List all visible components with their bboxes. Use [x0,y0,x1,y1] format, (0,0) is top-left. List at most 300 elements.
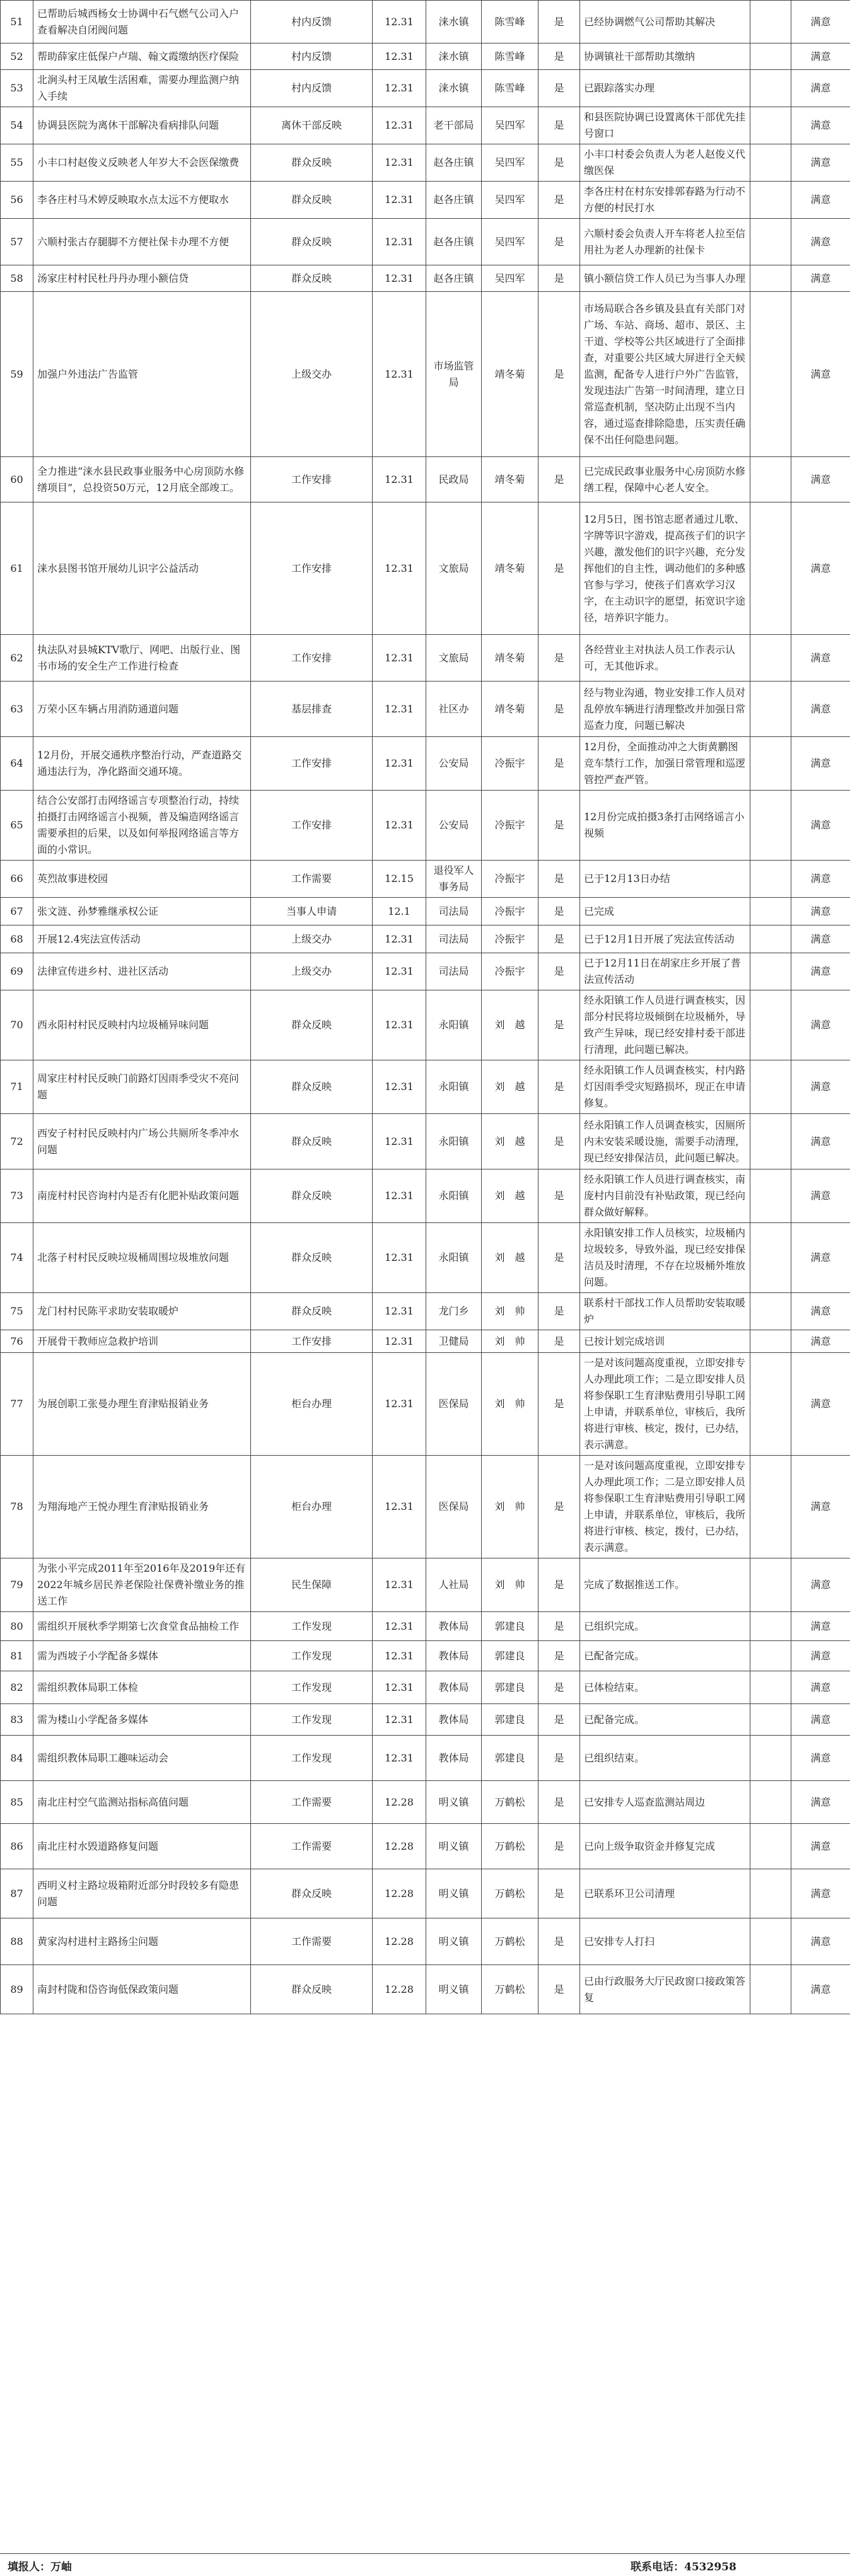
row-number: 73 [1,1169,33,1223]
evaluation: 满意 [791,1558,850,1612]
task-source: 工作需要 [251,861,373,898]
evaluation: 满意 [791,1704,850,1736]
task-date: 12.31 [373,70,426,107]
blank-cell [750,265,791,292]
task-content: 南北庄村空气监测站指标高值问题 [33,1781,251,1824]
evaluation: 满意 [791,737,850,791]
task-date: 12.31 [373,1612,426,1641]
row-number: 57 [1,219,33,265]
task-content: 为展创职工张曼办理生育津贴报销业务 [33,1353,251,1456]
responsible-person: 万鹤松 [482,1869,539,1918]
row-number: 84 [1,1736,33,1781]
evaluation: 满意 [791,925,850,953]
handling-result: 完成了数据推送工作。 [580,1558,750,1612]
handling-result: 经永阳镇工作人员进行调查核实，南庞村内目前没有补贴政策，现已经向群众做好解释。 [580,1169,750,1223]
task-date: 12.31 [373,1641,426,1671]
row-number: 58 [1,265,33,292]
table-row [1,1612,850,1641]
task-source: 工作需要 [251,1918,373,1965]
blank-cell [750,70,791,107]
task-source: 工作安排 [251,791,373,861]
table-row [1,502,850,635]
responsible-unit: 永阳镇 [426,1169,482,1223]
completed-flag: 是 [539,1869,580,1918]
responsible-unit: 卫健局 [426,1330,482,1353]
row-number: 63 [1,682,33,737]
completed-flag: 是 [539,1293,580,1330]
evaluation: 满意 [791,219,850,265]
task-source: 群众反映 [251,1223,373,1293]
table-row [1,1869,850,1918]
task-source: 工作发现 [251,1704,373,1736]
responsible-unit: 司法局 [426,953,482,990]
handling-result: 已于12月13日办结 [580,861,750,898]
evaluation: 满意 [791,1223,850,1293]
table-row [1,144,850,182]
evaluation: 满意 [791,1824,850,1869]
task-content: 帮助薛家庄低保户卢瑞、翰文霞缴纳医疗保险 [33,44,251,70]
row-number: 79 [1,1558,33,1612]
contact-phone: 联系电话：4532958 [631,2558,736,2573]
row-number: 76 [1,1330,33,1353]
blank-cell [750,1736,791,1781]
completed-flag: 是 [539,44,580,70]
table-row [1,1704,850,1736]
handling-result: 已由行政服务大厅民政窗口接政策答复 [580,1965,750,2014]
task-content: 为翔海地产王悦办理生育津贴报销业务 [33,1456,251,1558]
table-row [1,1353,850,1456]
handling-result: 镇小额信贷工作人员已为当事人办理 [580,265,750,292]
responsible-person: 冷振宇 [482,861,539,898]
completed-flag: 是 [539,990,580,1060]
responsible-unit: 赵各庄镇 [426,182,482,219]
completed-flag: 是 [539,953,580,990]
row-number: 78 [1,1456,33,1558]
handling-result: 和县医院协调已设置离休干部优先挂号窗口 [580,107,750,144]
task-content: 西永阳村村民反映村内垃圾桶异味问题 [33,990,251,1060]
table-row [1,1558,850,1612]
handling-result: 六顺村委会负责人开车将老人拉至信用社为老人办理新的社保卡 [580,219,750,265]
responsible-person: 吴四军 [482,265,539,292]
task-source: 群众反映 [251,219,373,265]
responsible-unit: 涞水镇 [426,70,482,107]
task-source: 工作需要 [251,1824,373,1869]
task-content: 南庞村村民咨询村内是否有化肥补贴政策问题 [33,1169,251,1223]
responsible-unit: 赵各庄镇 [426,265,482,292]
task-content: 执法队对县城KTV歌厅、网吧、出版行业、图书市场的安全生产工作进行检查 [33,635,251,682]
evaluation: 满意 [791,1169,850,1223]
table-row [1,219,850,265]
task-source: 群众反映 [251,1060,373,1114]
responsible-person: 万鹤松 [482,1918,539,1965]
handling-result: 已跟踪落实办理 [580,70,750,107]
blank-cell [750,1456,791,1558]
row-number: 59 [1,292,33,457]
completed-flag: 是 [539,1736,580,1781]
evaluation: 满意 [791,1,850,44]
evaluation: 满意 [791,44,850,70]
responsible-person: 刘 越 [482,1223,539,1293]
row-number: 80 [1,1612,33,1641]
task-source: 上级交办 [251,953,373,990]
responsible-unit: 明义镇 [426,1781,482,1824]
evaluation: 满意 [791,1965,850,2014]
evaluation: 满意 [791,1918,850,1965]
task-date: 12.28 [373,1869,426,1918]
handling-result: 协调镇社干部帮助其缴纳 [580,44,750,70]
table-row [1,925,850,953]
row-number: 83 [1,1704,33,1736]
table-row [1,1965,850,2014]
completed-flag: 是 [539,1330,580,1353]
task-content: 开展12.4宪法宣传活动 [33,925,251,953]
task-date: 12.31 [373,791,426,861]
evaluation: 满意 [791,1353,850,1456]
evaluation: 满意 [791,898,850,925]
row-number: 77 [1,1353,33,1456]
task-source: 工作安排 [251,1330,373,1353]
task-content: 龙门村村民陈平求助安装取暖炉 [33,1293,251,1330]
responsible-unit: 老干部局 [426,107,482,144]
table-row [1,1641,850,1671]
row-number: 89 [1,1965,33,2014]
completed-flag: 是 [539,1353,580,1456]
task-source: 柜台办理 [251,1353,373,1456]
evaluation: 满意 [791,791,850,861]
evaluation: 满意 [791,990,850,1060]
evaluation: 满意 [791,1330,850,1353]
handling-result: 已于12月11日在胡家庄乡开展了普法宣传活动 [580,953,750,990]
completed-flag: 是 [539,265,580,292]
task-date: 12.31 [373,219,426,265]
table-row [1,182,850,219]
task-date: 12.31 [373,265,426,292]
responsible-unit: 文旅局 [426,502,482,635]
table-row [1,1114,850,1169]
task-source: 群众反映 [251,182,373,219]
row-number: 62 [1,635,33,682]
handling-result: 已配备完成。 [580,1641,750,1671]
responsible-person: 郭建良 [482,1641,539,1671]
completed-flag: 是 [539,1918,580,1965]
evaluation: 满意 [791,1456,850,1558]
blank-cell [750,1869,791,1918]
blank-cell [750,1353,791,1456]
task-content: 已帮助后城西杨女士协调中石气燃气公司入户查看解决自闭阀问题 [33,1,251,44]
evaluation: 满意 [791,682,850,737]
blank-cell [750,502,791,635]
table-row [1,265,850,292]
task-date: 12.31 [373,1,426,44]
blank-cell [750,107,791,144]
task-source: 工作需要 [251,1781,373,1824]
task-date: 12.28 [373,1781,426,1824]
evaluation: 满意 [791,1114,850,1169]
task-content: 西安子村村民反映村内广场公共厕所冬季冲水问题 [33,1114,251,1169]
handling-result: 已完成 [580,898,750,925]
responsible-unit: 文旅局 [426,635,482,682]
completed-flag: 是 [539,70,580,107]
completed-flag: 是 [539,1704,580,1736]
task-source: 群众反映 [251,1965,373,2014]
responsible-person: 刘 越 [482,990,539,1060]
row-number: 69 [1,953,33,990]
responsible-unit: 市场监管局 [426,292,482,457]
task-source: 群众反映 [251,265,373,292]
evaluation: 满意 [791,1612,850,1641]
responsible-unit: 公安局 [426,737,482,791]
completed-flag: 是 [539,1558,580,1612]
task-content: 结合公安部打击网络谣言专项整治行动，持续拍摄打击网络谣言小视频，普及编造网络谣言需要承担的后果，以及如何举报网络谣言等方面的小常识。 [33,791,251,861]
responsible-unit: 永阳镇 [426,990,482,1060]
handling-result: 经永阳镇工作人员调查核实，因厕所内未安装采暖设施，需要手动清理，现已经安排保洁员，此问题已解决。 [580,1114,750,1169]
responsible-person: 靖冬菊 [482,682,539,737]
handling-result: 小丰口村委会负责人为老人赵俊义代缴医保 [580,144,750,182]
handling-result: 12月5日，图书馆志愿者通过儿歌、字牌等识字游戏，提高孩子们的识字兴趣，激发他们的识字兴趣，充分发挥他们的自主性，调动他们的多种感官参与学习，使孩子们喜欢学习汉字，在主动识字的愿望，拓宽识字途径，培养识字能力。 [580,502,750,635]
handling-result: 12月份，全面推动冲之大街黄鹏图竞车禁行工作，加强日常管理和巡逻管控严查严管。 [580,737,750,791]
responsible-unit: 明义镇 [426,1918,482,1965]
footer [0,2553,850,2576]
completed-flag: 是 [539,1781,580,1824]
table-row [1,1456,850,1558]
responsible-person: 吴四军 [482,219,539,265]
responsible-unit: 永阳镇 [426,1223,482,1293]
responsible-unit: 涞水镇 [426,44,482,70]
task-date: 12.31 [373,1353,426,1456]
task-content: 英烈故事进校园 [33,861,251,898]
handling-result: 一是对该问题高度重视，立即安排专人办理此项工作；二是立即安排人员将参保职工生育津贴费用引导职工网上申请，并联系单位，审核后，我所将进行审核、核定，拨付，已办结，表示满意。 [580,1456,750,1558]
table-row [1,457,850,502]
task-date: 12.31 [373,1330,426,1353]
responsible-person: 冷振宇 [482,737,539,791]
task-date: 12.31 [373,1558,426,1612]
handling-result: 12月份完成拍摄3条打击网络谣言小视频 [580,791,750,861]
row-number: 60 [1,457,33,502]
responsible-unit: 龙门乡 [426,1293,482,1330]
task-date: 12.31 [373,1060,426,1114]
task-source: 工作安排 [251,635,373,682]
blank-cell [750,1965,791,2014]
evaluation: 满意 [791,1293,850,1330]
evaluation: 满意 [791,457,850,502]
blank-cell [750,1330,791,1353]
completed-flag: 是 [539,182,580,219]
row-number: 82 [1,1671,33,1704]
row-number: 85 [1,1781,33,1824]
completed-flag: 是 [539,457,580,502]
evaluation: 满意 [791,292,850,457]
handling-result: 市场局联合各乡镇及县直有关部门对广场、车站、商场、超市、景区、主干道、学校等公共区域进行了全面排查，对重要公共区域大屏进行全天候监测，配备专人进行户外广告监管，发现违法广告第一时间清理，建立日常巡查机制，坚决防止出现不当内容，通过巡查排除隐患，压实责任确保不出任何隐患问题。 [580,292,750,457]
table-row [1,953,850,990]
responsible-person: 刘 越 [482,1114,539,1169]
handling-result: 已安排专人打扫 [580,1918,750,1965]
responsible-person: 刘 帅 [482,1558,539,1612]
row-number: 74 [1,1223,33,1293]
responsible-unit: 教体局 [426,1671,482,1704]
evaluation: 满意 [791,70,850,107]
evaluation: 满意 [791,265,850,292]
row-number: 53 [1,70,33,107]
blank-cell [750,1293,791,1330]
completed-flag: 是 [539,1114,580,1169]
blank-cell [750,737,791,791]
handling-result: 永阳镇安排工作人员核实，垃圾桶内垃圾较多，导致外溢，现已经安排保洁员及时清理，不存在垃圾桶外堆放问题。 [580,1223,750,1293]
row-number: 67 [1,898,33,925]
task-content: 需组织教体局职工体检 [33,1671,251,1704]
task-date: 12.31 [373,1223,426,1293]
table-row [1,635,850,682]
row-number: 52 [1,44,33,70]
task-date: 12.31 [373,457,426,502]
task-source: 基层排查 [251,682,373,737]
task-date: 12.31 [373,635,426,682]
responsible-person: 万鹤松 [482,1781,539,1824]
task-source: 工作安排 [251,502,373,635]
responsible-unit: 涞水镇 [426,1,482,44]
completed-flag: 是 [539,898,580,925]
blank-cell [750,1612,791,1641]
task-source: 群众反映 [251,990,373,1060]
task-source: 民生保障 [251,1558,373,1612]
blank-cell [750,1641,791,1671]
task-source: 群众反映 [251,1869,373,1918]
handling-result: 已联系环卫公司清理 [580,1869,750,1918]
blank-cell [750,990,791,1060]
task-source: 村内反馈 [251,1,373,44]
handling-result: 已向上级争取资金并修复完成 [580,1824,750,1869]
table-row [1,1223,850,1293]
task-content: 李各庄村马术婷反映取水点太远不方便取水 [33,182,251,219]
responsible-person: 陈雪峰 [482,70,539,107]
responsible-unit: 人社局 [426,1558,482,1612]
task-content: 为张小平完成2011年至2016年及2019年还有2022年城乡居民养老保险社保费补缴业务的推送工作 [33,1558,251,1612]
completed-flag: 是 [539,682,580,737]
task-date: 12.31 [373,682,426,737]
task-content: 南封村陇和岱咨询低保政策问题 [33,1965,251,2014]
table-row [1,861,850,898]
task-date: 12.1 [373,898,426,925]
handling-result: 已配备完成。 [580,1704,750,1736]
task-date: 12.31 [373,925,426,953]
completed-flag: 是 [539,107,580,144]
task-date: 12.31 [373,107,426,144]
task-content: 汤家庄村村民杜丹丹办理小额信贷 [33,265,251,292]
row-number: 68 [1,925,33,953]
handling-result: 已于12月1日开展了宪法宣传活动 [580,925,750,953]
evaluation: 满意 [791,861,850,898]
responsible-unit: 教体局 [426,1704,482,1736]
task-content: 需组织开展秋季学期第七次食堂食品抽检工作 [33,1612,251,1641]
task-date: 12.31 [373,1114,426,1169]
responsible-person: 冷振宇 [482,791,539,861]
task-date: 12.31 [373,1293,426,1330]
table-row [1,791,850,861]
responsible-person: 刘 帅 [482,1353,539,1456]
blank-cell [750,292,791,457]
handling-result: 已完成民政事业服务中心房顶防水修缮工程，保障中心老人安全。 [580,457,750,502]
evaluation: 满意 [791,1641,850,1671]
task-source: 离休干部反映 [251,107,373,144]
responsible-person: 吴四军 [482,144,539,182]
responsible-person: 刘 帅 [482,1456,539,1558]
responsible-person: 郭建良 [482,1736,539,1781]
blank-cell [750,1060,791,1114]
task-date: 12.31 [373,1671,426,1704]
task-date: 12.31 [373,144,426,182]
table-row [1,1060,850,1114]
row-number: 81 [1,1641,33,1671]
task-date: 12.28 [373,1965,426,2014]
task-content: 需为楼山小学配备多媒体 [33,1704,251,1736]
task-source: 群众反映 [251,1169,373,1223]
evaluation: 满意 [791,144,850,182]
responsible-unit: 司法局 [426,925,482,953]
row-number: 87 [1,1869,33,1918]
responsible-person: 冷振宇 [482,925,539,953]
completed-flag: 是 [539,1641,580,1671]
handling-result: 已组织结束。 [580,1736,750,1781]
completed-flag: 是 [539,737,580,791]
responsible-person: 郭建良 [482,1612,539,1641]
responsible-person: 靖冬菊 [482,457,539,502]
handling-result: 经永阳镇工作人员调查核实，村内路灯因雨季受灾短路损坏，现正在申请修复。 [580,1060,750,1114]
task-content: 加强户外违法广告监管 [33,292,251,457]
responsible-unit: 医保局 [426,1353,482,1456]
evaluation: 满意 [791,953,850,990]
row-number: 88 [1,1918,33,1965]
completed-flag: 是 [539,1612,580,1641]
blank-cell [750,1704,791,1736]
evaluation: 满意 [791,502,850,635]
responsible-person: 陈雪峰 [482,1,539,44]
task-content: 六顺村张古存腿脚不方便社保卡办理不方便 [33,219,251,265]
evaluation: 满意 [791,1671,850,1704]
task-content: 协调县医院为离休干部解决看病排队问题 [33,107,251,144]
blank-cell [750,1781,791,1824]
handling-result: 已体检结束。 [580,1671,750,1704]
table-row [1,1918,850,1965]
table-row [1,898,850,925]
evaluation: 满意 [791,635,850,682]
blank-cell [750,1169,791,1223]
responsible-person: 冷振宇 [482,953,539,990]
handling-result: 各经营业主对执法人员工作表示认可，无其他诉求。 [580,635,750,682]
task-content: 开展骨干教师应急救护培训 [33,1330,251,1353]
responsible-person: 刘 越 [482,1169,539,1223]
handling-result: 李各庄村在村东安排郭春路为行动不方便的村民打水 [580,182,750,219]
completed-flag: 是 [539,144,580,182]
blank-cell [750,1114,791,1169]
completed-flag: 是 [539,791,580,861]
completed-flag: 是 [539,502,580,635]
evaluation: 满意 [791,107,850,144]
responsible-person: 刘 帅 [482,1293,539,1330]
completed-flag: 是 [539,1060,580,1114]
task-date: 12.15 [373,861,426,898]
completed-flag: 是 [539,1824,580,1869]
handling-result: 已按计划完成培训 [580,1330,750,1353]
task-content: 12月份，开展交通秩序整治行动，严查道路交通违法行为，净化路面交通环境。 [33,737,251,791]
task-content: 北涧头村王凤敏生活困难，需要办理监测户纳入手续 [33,70,251,107]
task-date: 12.31 [373,292,426,457]
handling-result: 已经协调燃气公司帮助其解决 [580,1,750,44]
table-row [1,1169,850,1223]
row-number: 71 [1,1060,33,1114]
blank-cell [750,182,791,219]
responsible-person: 靖冬菊 [482,635,539,682]
task-date: 12.31 [373,1736,426,1781]
table-row [1,107,850,144]
